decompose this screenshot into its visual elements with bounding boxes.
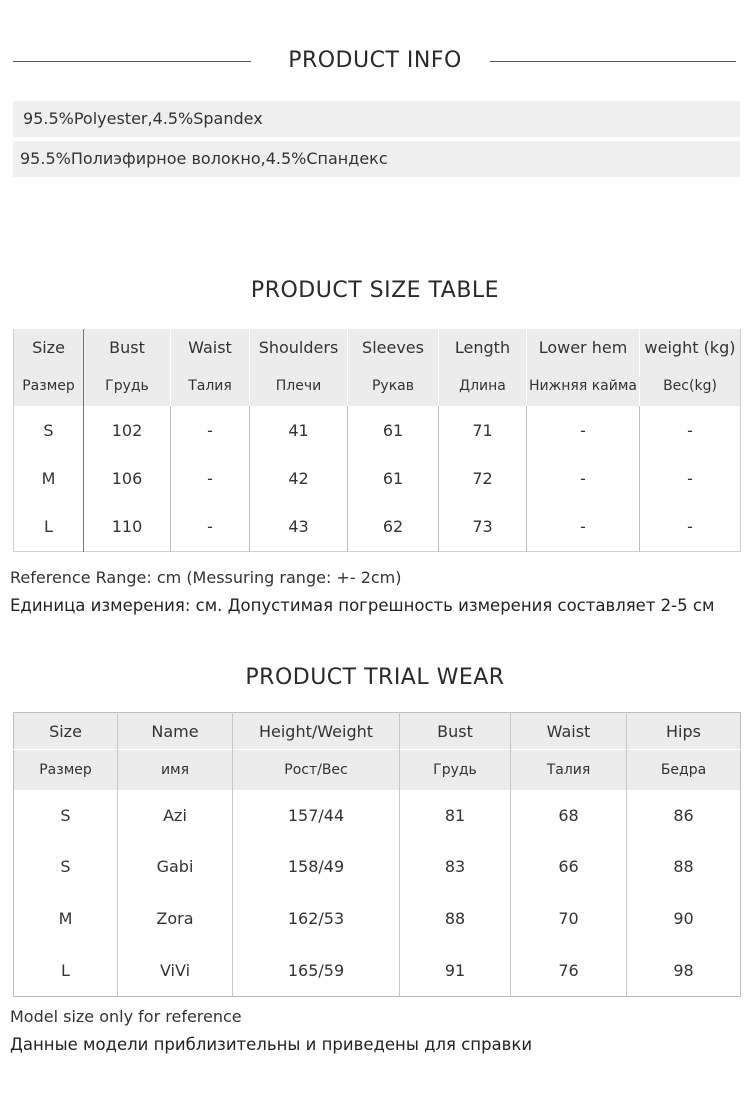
size-header-en: Sleeves: [348, 329, 439, 366]
table-cell: L: [14, 502, 84, 551]
table-cell: 76: [511, 945, 627, 997]
size-header-ru: Длина: [439, 366, 527, 406]
table-cell: 165/59: [233, 945, 400, 997]
size-header-ru: Рукав: [348, 366, 439, 406]
table-cell: 41: [250, 406, 348, 454]
table-cell: 106: [84, 454, 171, 502]
table-cell: ViVi: [118, 945, 233, 997]
size-table: [13, 329, 741, 552]
trial-note-en: Model size only for reference: [10, 1007, 242, 1026]
table-cell: 158/49: [233, 841, 400, 893]
table-cell: -: [687, 516, 693, 536]
trial-header-en: Height/Weight: [233, 713, 400, 750]
table-row: [14, 790, 741, 841]
table-cell: 88: [673, 857, 694, 876]
table-cell: 98: [673, 960, 694, 980]
table-cell: -: [687, 420, 693, 440]
table-cell: 157/44: [233, 790, 400, 841]
trial-wear-title: PRODUCT TRIAL WEAR: [245, 665, 505, 690]
trial-wear-table: [13, 712, 741, 997]
trial-header-en-row: [14, 713, 741, 750]
trial-header-en: Bust: [400, 713, 511, 750]
table-cell: 62: [348, 502, 439, 551]
table-cell: 73: [439, 502, 527, 551]
size-table-title: PRODUCT SIZE TABLE: [250, 278, 500, 303]
table-cell: 42: [250, 454, 348, 502]
table-cell: 91: [400, 945, 511, 997]
table-cell: 88: [400, 893, 511, 945]
table-cell: Zora: [118, 893, 233, 945]
table-cell: 72: [439, 454, 527, 502]
size-header-ru: Грудь: [84, 366, 171, 406]
trial-header-ru: Бедра: [627, 750, 741, 790]
size-header-en: Lower hem: [527, 329, 640, 366]
table-cell: -: [527, 502, 640, 551]
table-cell: S: [14, 841, 118, 893]
product-info-title: PRODUCT INFO: [288, 48, 462, 73]
size-header-en-row: [14, 329, 741, 366]
size-header-en: Waist: [171, 329, 250, 366]
trial-header-ru: Грудь: [400, 750, 511, 790]
trial-header-ru: Талия: [511, 750, 627, 790]
table-cell: 162/53: [233, 893, 400, 945]
table-cell: 68: [511, 790, 627, 841]
table-cell: M: [14, 454, 84, 502]
table-cell: L: [14, 945, 118, 997]
size-header-ru: Размер: [14, 366, 84, 406]
size-header-en: Shoulders: [250, 329, 348, 366]
size-header-en: Size: [14, 329, 84, 366]
table-cell: S: [14, 406, 84, 454]
trial-header-ru: имя: [118, 750, 233, 790]
size-header-ru: Нижняя кайма: [527, 366, 640, 406]
size-note-en: Reference Range: cm (Messuring range: +- 2cm): [10, 568, 402, 587]
trial-header-en: Hips: [627, 713, 741, 750]
size-header-ru-row: [14, 366, 741, 406]
table-row: [14, 502, 741, 551]
table-cell: 61: [348, 406, 439, 454]
table-row: [14, 945, 741, 997]
size-note-ru: Единица измерения: см. Допустимая погрешность измерения составляет 2-5 см: [10, 596, 715, 615]
trial-header-ru: Размер: [14, 750, 118, 790]
table-cell: -: [171, 406, 250, 454]
material-en: 95.5%Polyester,4.5%Spandex: [23, 109, 263, 128]
table-cell: 81: [400, 790, 511, 841]
table-cell: -: [687, 468, 693, 488]
table-cell: 70: [511, 893, 627, 945]
table-cell: M: [14, 893, 118, 945]
table-cell: Gabi: [118, 841, 233, 893]
table-row: [14, 454, 741, 502]
material-en-row: [13, 101, 740, 137]
table-cell: 86: [673, 805, 694, 825]
size-header-ru: Талия: [171, 366, 250, 406]
trial-header-en: Name: [118, 713, 233, 750]
table-cell: 110: [84, 502, 171, 551]
size-header-en: Bust: [84, 329, 171, 366]
material-ru-row: [13, 141, 740, 177]
table-cell: S: [14, 790, 118, 841]
size-header-en: weight (kg): [640, 329, 741, 366]
material-ru: 95.5%Полиэфирное волокно,4.5%Спандекс: [20, 149, 388, 168]
table-row: [14, 841, 741, 893]
table-cell: Azi: [118, 790, 233, 841]
table-cell: 83: [400, 841, 511, 893]
trial-header-ru-row: [14, 750, 741, 790]
size-header-ru: Вес(kg): [640, 366, 741, 406]
trial-header-en: Waist: [511, 713, 627, 750]
table-cell: -: [527, 406, 640, 454]
table-cell: 102: [84, 406, 171, 454]
table-row: [14, 893, 741, 945]
table-row: [14, 406, 741, 454]
size-header-ru: Плечи: [250, 366, 348, 406]
trial-header-en: Size: [14, 713, 118, 750]
trial-header-ru: Рост/Вес: [233, 750, 400, 790]
table-cell: 71: [439, 406, 527, 454]
trial-note-ru: Данные модели приблизительны и приведены для справки: [10, 1035, 533, 1054]
table-cell: 66: [511, 841, 627, 893]
table-cell: -: [171, 454, 250, 502]
size-header-en: Length: [439, 329, 527, 366]
table-cell: 90: [673, 909, 694, 928]
table-cell: -: [527, 454, 640, 502]
table-cell: -: [171, 502, 250, 551]
table-cell: 61: [348, 454, 439, 502]
table-cell: 43: [250, 502, 348, 551]
